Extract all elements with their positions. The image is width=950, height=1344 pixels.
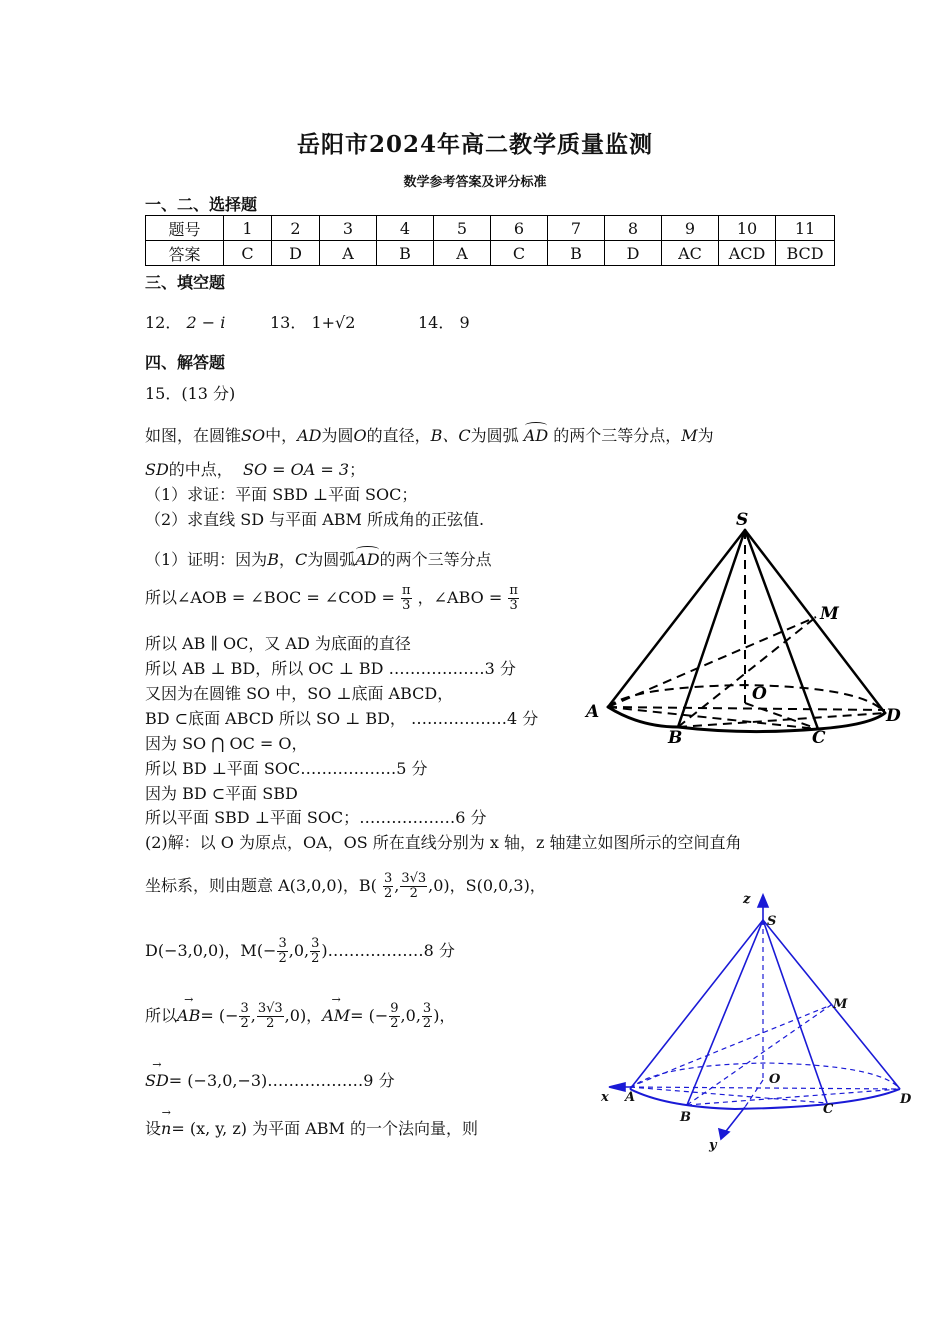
score-marker: ………………5 分 — [300, 759, 428, 778]
text-run: 设 — [145, 1119, 162, 1138]
table-cell: 7 — [548, 216, 605, 241]
numerator: 3√3 — [257, 1001, 283, 1016]
segment-oc — [745, 703, 818, 729]
page-title: 岳阳市2024年高二教学质量监测 — [296, 131, 653, 158]
label-m: M — [833, 997, 848, 1012]
math-expr: = (−3,0,−3) — [168, 1071, 268, 1090]
label-s: S — [767, 914, 777, 929]
proof-line-7: 因为 SO ⋂ OC = O， — [145, 734, 308, 753]
math-var: SO — [241, 426, 266, 445]
q13-number: 13． — [270, 313, 307, 332]
text-run: 所以平面 SBD ⊥平面 SOC； — [145, 808, 360, 827]
proof-line-5: 又因为在圆锥 SO 中，SO ⊥底面 ABCD， — [145, 684, 454, 703]
proof-line-9: 因为 BD ⊂平面 SBD — [145, 784, 298, 803]
text-run: 为 — [697, 426, 714, 445]
table-cell: B — [548, 241, 605, 266]
proof-line-11: (2)解：以 O 为原点，OA，OS 所在直线分别为 x 轴，z 轴建立如图所示的空间直角 — [145, 833, 742, 852]
cone-figure-2 — [595, 885, 925, 1155]
label-x: x — [601, 1090, 609, 1105]
table-cell: BCD — [776, 241, 835, 266]
fill-answer-12 — [145, 310, 225, 333]
section-choice-heading: 一、二、选择题 — [145, 195, 258, 214]
label-o: O — [769, 1072, 781, 1087]
math-expr: ,0)，S(0,0,3)， — [428, 876, 546, 895]
problem-15-part1: （1）求证：平面 SBD ⊥平面 SOC； — [145, 485, 418, 504]
proof-line-3: 所以 AB ∥ OC，又 AD 为底面的直径 — [145, 634, 411, 653]
score-marker: ………………8 分 — [327, 941, 455, 960]
table-cell: 2 — [272, 216, 320, 241]
proof-line-12: 坐标系，则由题意 A(3,0,0)，B( $\frac{3}{2}$ , $\frac{3√3}{2}$ ,0)，S(0,0,3)， — [145, 871, 546, 901]
label-b: B — [668, 728, 683, 748]
score-marker: ………………9 分 — [267, 1071, 395, 1090]
table-cell: A — [434, 241, 491, 266]
table-cell: 1 — [224, 216, 272, 241]
math-expr: = (− — [350, 1006, 389, 1025]
math-var: SD — [145, 460, 169, 479]
arc-ad: AD — [355, 550, 380, 569]
proof-line-10 — [145, 805, 486, 828]
q12-number: 12． — [145, 313, 182, 332]
q14-number: 14． — [418, 313, 455, 332]
numerator: 3 — [383, 871, 393, 886]
base-front-arc — [608, 707, 885, 732]
problem-15-heading: 15．(13 分) — [145, 384, 236, 403]
label-c: C — [812, 728, 826, 748]
text-run: 为圆 — [321, 426, 354, 445]
table-cell: B — [377, 241, 434, 266]
proof-line-13 — [145, 937, 455, 966]
segment-am — [630, 1005, 831, 1087]
proof-line-6 — [145, 706, 538, 729]
fill-answer-13 — [270, 310, 355, 333]
q14-answer: 9 — [459, 313, 470, 332]
fraction — [383, 872, 393, 901]
table-cell: AC — [662, 241, 719, 266]
label-o: O — [752, 684, 767, 704]
arc-ad: AD — [523, 426, 549, 445]
section-solve-heading: 四、解答题 — [145, 353, 226, 372]
table-header-cell: 题号 — [146, 216, 224, 241]
text-run: 的直径， — [366, 426, 431, 445]
table-cell: D — [605, 241, 662, 266]
proof-line-15 — [145, 1068, 395, 1091]
fraction — [401, 584, 412, 613]
denominator: 2 — [266, 1016, 275, 1031]
score-marker: ………………3 分 — [388, 659, 516, 678]
text-run: 为圆弧 — [307, 550, 356, 569]
text-run: 所以 AB ⊥ BD，所以 OC ⊥ BD — [145, 659, 384, 678]
label-b: B — [680, 1110, 691, 1125]
vector-ab: → AB — [177, 1006, 200, 1025]
segment-bm — [678, 617, 816, 727]
label-s: S — [736, 510, 749, 530]
denominator: 2 — [383, 886, 393, 901]
label-z: z — [743, 892, 751, 907]
problem-15-statement-line2 — [145, 457, 365, 480]
text-run: 如图，在圆锥 — [145, 426, 242, 445]
denominator: 2 — [278, 951, 287, 966]
edge-sb — [678, 530, 745, 727]
text-run: 的两个三等分点， — [553, 426, 682, 445]
numerator: 3 — [240, 1001, 249, 1016]
fraction — [257, 1002, 284, 1031]
numerator: 3 — [278, 936, 287, 951]
answer-table — [145, 215, 835, 266]
math-expr: , — [250, 1006, 256, 1025]
page-subtitle: 数学参考答案及评分标准 — [403, 175, 547, 190]
table-cell: 8 — [605, 216, 662, 241]
base-back-arc — [630, 1063, 900, 1089]
math-expr: ，∠ABO = — [417, 588, 503, 607]
denominator: 2 — [240, 1016, 249, 1031]
y-axis-hidden — [745, 1080, 763, 1107]
cone-figure-1 — [580, 505, 910, 755]
vector-am: → AM — [322, 1006, 350, 1025]
table-cell: 3 — [320, 216, 377, 241]
label-y: y — [709, 1138, 717, 1153]
label-a: A — [625, 1090, 636, 1105]
denominator: 2 — [409, 886, 418, 901]
fraction — [508, 584, 519, 613]
fraction — [239, 1002, 249, 1031]
fill-answer-14 — [418, 310, 470, 333]
text-run: （1）证明：因为 — [145, 550, 268, 569]
math-var: O — [353, 426, 367, 445]
label-d: D — [886, 706, 901, 726]
text-run: 所以 BD ⊥平面 SOC — [145, 759, 301, 778]
math-expr: ,0)， — [284, 1006, 323, 1025]
q12-answer: 2 − i — [186, 313, 226, 332]
label-a: A — [586, 702, 600, 722]
numerator: 3√3 — [401, 871, 427, 886]
text-run: ； — [349, 460, 366, 479]
segment-ac — [608, 707, 818, 729]
proof-line-8 — [145, 756, 428, 779]
math-var: B — [267, 550, 279, 569]
table-cell: ACD — [719, 241, 776, 266]
text-run: 的中点， — [168, 460, 233, 479]
math-expr: ) — [321, 941, 328, 960]
denominator: 3 — [509, 598, 518, 613]
table-cell: C — [491, 241, 548, 266]
text-run: 为圆弧 — [470, 426, 519, 445]
denominator: 2 — [422, 1016, 432, 1031]
edge-sb — [687, 920, 763, 1105]
fraction — [389, 1002, 399, 1031]
numerator: 9 — [390, 1001, 399, 1016]
section-fill-heading: 三、填空题 — [145, 273, 226, 292]
text-run: ， — [278, 550, 295, 569]
proof-line-2 — [145, 584, 520, 613]
math-var: C — [294, 550, 308, 569]
fraction — [422, 1002, 432, 1031]
diameter-ad — [630, 1087, 900, 1089]
math-expr: = (− — [200, 1006, 239, 1025]
math-expr: = (x, y, z) 为平面 ABM 的一个法向量，则 — [171, 1119, 478, 1138]
numerator: π — [402, 583, 411, 598]
math-expr: ,0, — [288, 941, 310, 960]
math-var: AD — [297, 426, 322, 445]
table-header-cell: 答案 — [146, 241, 224, 266]
math-expr: 所以∠AOB = ∠BOC = ∠COD = — [145, 588, 395, 607]
label-d: D — [900, 1092, 912, 1107]
problem-15-part2: （2）求直线 SD 与平面 ABM 所成角的正弦值. — [145, 510, 485, 529]
proof-line-16 — [145, 1116, 478, 1139]
label-m: M — [820, 604, 839, 624]
numerator: π — [509, 583, 518, 598]
table-cell: 9 — [662, 216, 719, 241]
table-row — [146, 241, 835, 266]
table-cell: A — [320, 241, 377, 266]
score-marker: ………………6 分 — [359, 808, 487, 827]
fraction — [310, 937, 320, 966]
fraction — [400, 872, 427, 901]
table-cell: 6 — [491, 216, 548, 241]
edge-sa — [608, 530, 745, 707]
math-expr: 坐标系，则由题意 A(3,0,0)，B( — [145, 876, 377, 895]
table-cell: C — [224, 241, 272, 266]
table-row — [146, 216, 835, 241]
label-c: C — [823, 1102, 834, 1117]
diameter-ad — [608, 707, 885, 710]
math-var: B、C — [430, 426, 471, 445]
table-cell: 11 — [776, 216, 835, 241]
math-expr: )， — [433, 1006, 456, 1025]
proof-line-4 — [145, 656, 516, 679]
denominator: 3 — [402, 598, 411, 613]
text-run: BD ⊂底面 ABCD 所以 SO ⊥ BD， — [145, 709, 406, 728]
math-expr: D(−3,0,0)，M(− — [145, 941, 277, 960]
proof-line-1 — [145, 547, 492, 570]
score-marker: ………………4 分 — [411, 709, 539, 728]
table-cell: D — [272, 241, 320, 266]
proof-line-14 — [145, 1002, 455, 1031]
numerator: 3 — [422, 1001, 432, 1016]
text-run: 所以 — [145, 1006, 178, 1025]
q13-answer: 1+√2 — [311, 313, 356, 332]
table-cell: 10 — [719, 216, 776, 241]
z-axis-arrowhead — [758, 895, 768, 907]
problem-15-statement-line1 — [145, 423, 714, 446]
table-cell: 4 — [377, 216, 434, 241]
denominator: 2 — [390, 1016, 399, 1031]
table-cell: 5 — [434, 216, 491, 241]
vector-sd: → SD — [145, 1071, 169, 1090]
vector-n: → n — [161, 1119, 171, 1138]
math-expr: SO = OA = 3 — [242, 460, 350, 479]
text-run: 中， — [265, 426, 298, 445]
math-var: M — [681, 426, 698, 445]
x-axis-arrowhead — [609, 1083, 625, 1091]
numerator: 3 — [311, 936, 320, 951]
text-run: 的两个三等分点 — [379, 550, 492, 569]
fraction — [277, 937, 287, 966]
math-expr: ,0, — [400, 1006, 421, 1025]
denominator: 2 — [311, 951, 320, 966]
